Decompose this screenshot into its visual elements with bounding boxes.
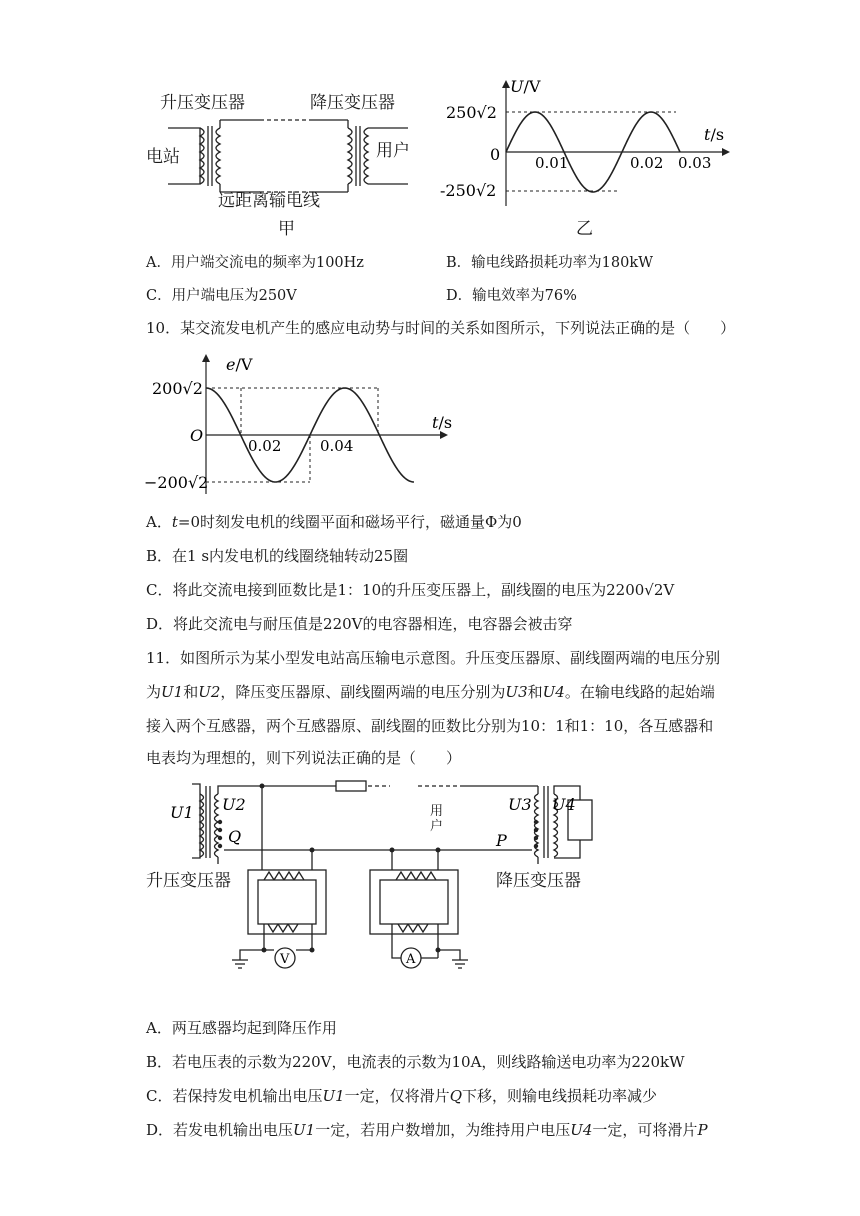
figure-transmission (140, 84, 425, 244)
u2-label: U2 (222, 795, 246, 814)
q11-text: 和 (183, 683, 199, 701)
y-axis-label: e/V (226, 355, 253, 374)
voltmeter-label: V (280, 952, 290, 967)
q11-u3: U3 (505, 683, 528, 701)
q10-option-c (146, 580, 674, 600)
q11-text: 。在输电线路的起始端 (564, 683, 715, 701)
q11-u4: U4 (542, 683, 565, 701)
q10-option-c-value: 2200√2V (606, 581, 675, 599)
y-min-label: −200√2 (144, 473, 209, 492)
q11-option-d-u4: U4 (570, 1121, 593, 1139)
q10-option-a-rest: =0时刻发电机的线圈平面和磁场平行，磁通量Φ为0 (177, 513, 522, 531)
q10-option-a (146, 512, 522, 532)
q11-option-c (146, 1086, 657, 1106)
x-axis-label: t/s (704, 125, 725, 144)
q11-stem-line2 (146, 682, 715, 702)
figure-voltage-graph (440, 76, 740, 246)
figure-jia-caption: 甲 (278, 219, 295, 239)
q11-u2: U2 (198, 683, 221, 701)
origin-label: 0 (490, 145, 501, 164)
ammeter-label: A (406, 952, 416, 967)
user-label: 用户 (376, 141, 410, 161)
x-tick-0.03: 0.03 (678, 154, 712, 172)
q-slider-label: Q (228, 827, 242, 846)
q10-option-c-text: C．将此交流电接到匝数比是1：10的升压变压器上，副线圈的电压为 (146, 581, 607, 599)
x-axis-label: t/s (432, 413, 453, 432)
x-axis-arrow (440, 431, 448, 439)
q11-option-d (146, 1120, 708, 1140)
q11-option-a: A．两互感器均起到降压作用 (146, 1019, 337, 1037)
q11-option-d-text: 一定，若用户数增加，为维持用户电压 (315, 1121, 571, 1139)
emf-sine-chart (144, 348, 464, 498)
q11-option-c-u1: U1 (322, 1087, 345, 1105)
q11-option-c-text: 下移，则输电线损耗功率减少 (462, 1087, 658, 1105)
q11-stem-line4: 电表均为理想的，则下列说法正确的是（ ） (146, 749, 462, 767)
q11-option-b: B．若电压表的示数为220V，电流表的示数为10A，则线路输送电功率为220kW (146, 1053, 685, 1071)
q11-option-d-p: P (697, 1121, 708, 1139)
q11-stem-line1: 11．如图所示为某小型发电站高压输电示意图。升压变压器原、副线圈两端的电压分别 (146, 649, 721, 667)
u1-label: U1 (170, 803, 194, 822)
circuit-step-down-label: 降压变压器 (496, 871, 581, 891)
y-axis-label: U/V (510, 77, 541, 96)
x-tick-0.02: 0.02 (248, 437, 282, 455)
y-max-label: 200√2 (152, 379, 203, 398)
q10-stem: 10．某交流发电机产生的感应电动势与时间的关系如图所示，下列说法正确的是（ ） (146, 319, 736, 337)
y-max-label: 250√2 (446, 103, 497, 122)
q11-stem-line3: 接入两个互感器，两个互感器原、副线圈的匝数比分别为10：1和1：10，各互感器和 (146, 717, 714, 735)
x-tick-0.04: 0.04 (320, 437, 354, 455)
x-axis-arrow (722, 148, 730, 156)
q11-text: 和 (527, 683, 543, 701)
q11-text: 为 (146, 683, 162, 701)
step-down-transformer-label: 降压变压器 (310, 93, 395, 113)
q10-option-a-var: t (171, 513, 178, 531)
origin-label: O (190, 426, 204, 445)
step-up-transformer-label: 升压变压器 (160, 93, 245, 113)
p-slider-label: P (496, 831, 507, 850)
q11-option-c-text: C．若保持发电机输出电压 (146, 1087, 323, 1105)
transmission-line-label: 远距离输电线 (218, 191, 320, 211)
q11-u1: U1 (161, 683, 184, 701)
user-box-label: 用户 (430, 804, 444, 834)
q9-option-a: A．用户端交流电的频率为100Hz (146, 255, 364, 271)
q11-option-c-text: 一定，仅将滑片 (344, 1087, 450, 1105)
u4-label: U4 (552, 795, 576, 814)
u3-label: U3 (508, 795, 532, 814)
figure-emf-graph (144, 348, 464, 498)
q9-option-b: B．输电线路损耗功率为180kW (446, 255, 654, 271)
y-axis-arrow (502, 80, 510, 88)
q10-option-a-prefix: A． (146, 513, 172, 531)
circuit-step-up-label: 升压变压器 (146, 871, 231, 891)
q11-option-c-q: Q (449, 1087, 462, 1105)
x-tick-0.01: 0.01 (535, 154, 569, 172)
q10-option-d: D．将此交流电与耐压值是220V的电容器相连，电容器会被击穿 (146, 615, 573, 633)
q11-text: ，降压变压器原、副线圈两端的电压分别为 (220, 683, 506, 701)
x-tick-0.02: 0.02 (630, 154, 664, 172)
q11-option-d-text: 一定，可将滑片 (592, 1121, 698, 1139)
q10-option-b: B．在1 s内发电机的线圈绕轴转动25圈 (146, 547, 409, 565)
figure-transformer-circuit (140, 774, 620, 978)
q9-option-d: D．输电效率为76% (446, 288, 577, 304)
figure-yi-caption: 乙 (576, 219, 593, 239)
q11-option-d-u1: U1 (293, 1121, 316, 1139)
y-axis-arrow (202, 354, 210, 362)
y-min-label: -250√2 (440, 181, 497, 200)
q9-option-c: C．用户端电压为250V (146, 288, 297, 304)
station-label: 电站 (146, 147, 180, 167)
q11-option-d-text: D．若发电机输出电压 (146, 1121, 294, 1139)
